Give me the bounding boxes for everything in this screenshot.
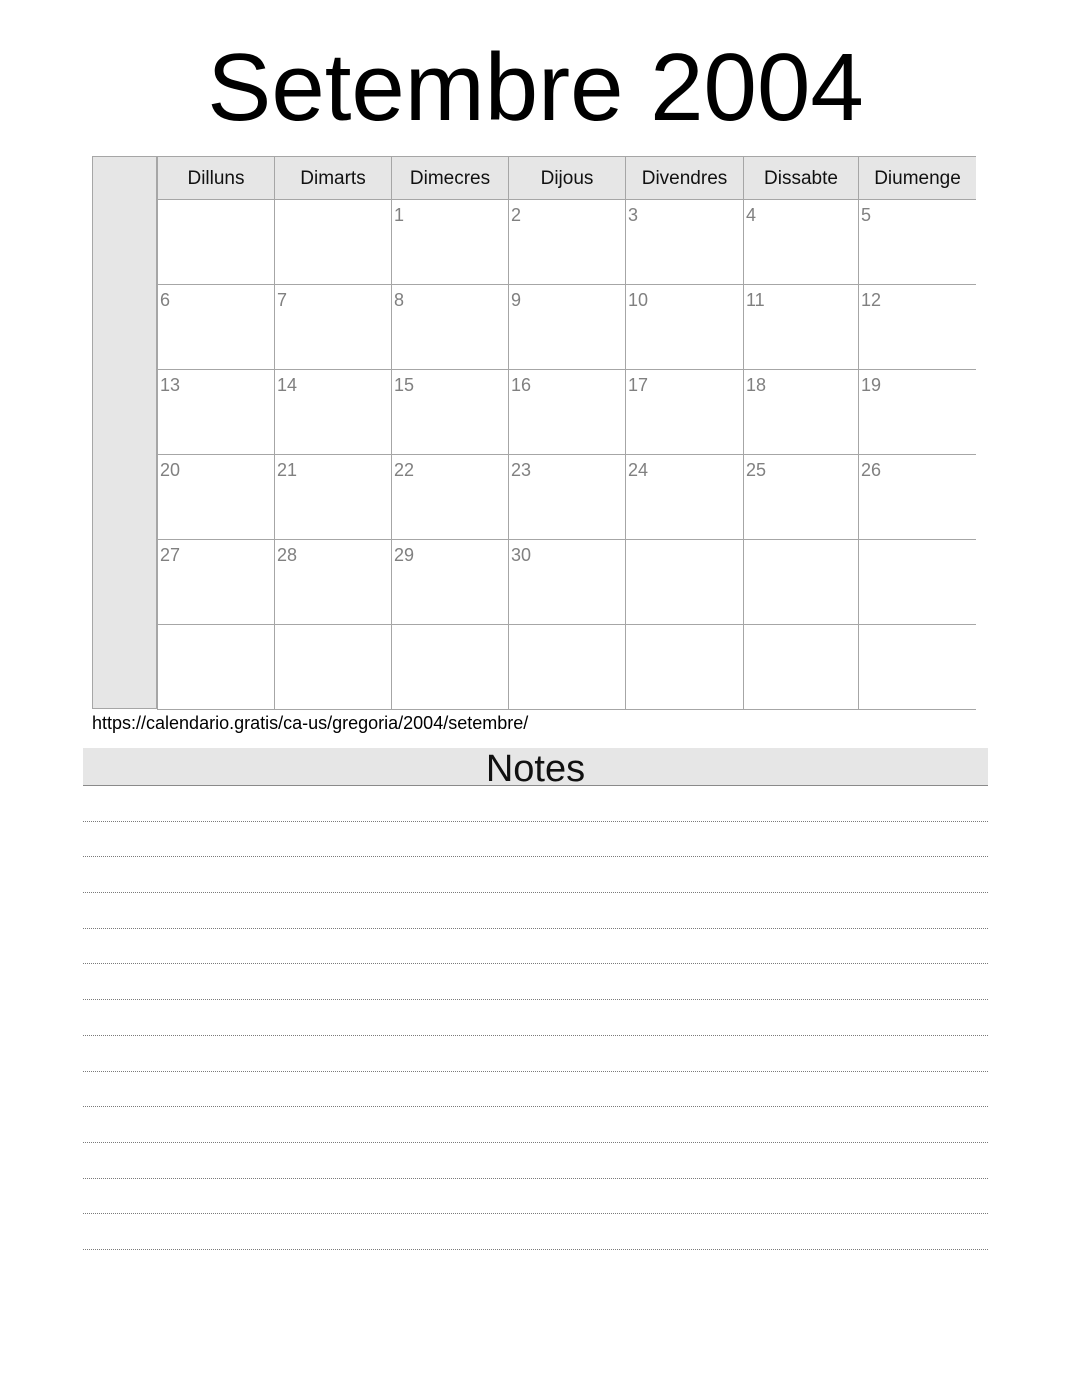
day-number: 30	[511, 545, 532, 565]
day-cell	[274, 540, 391, 625]
day-cell	[391, 200, 508, 285]
weekday-header: Dilluns	[157, 157, 274, 200]
weekday-header: Diumenge	[858, 157, 976, 200]
notes-line	[83, 1143, 988, 1179]
day-cell	[858, 540, 976, 625]
day-cell	[743, 625, 858, 710]
day-cell	[508, 625, 625, 710]
day-cell	[858, 455, 976, 540]
day-number: 1	[394, 205, 405, 225]
notes-title: Notes	[485, 748, 586, 790]
notes-lines	[83, 786, 988, 1250]
month-calendar	[92, 156, 976, 709]
day-number: 21	[277, 460, 298, 480]
day-number: 6	[160, 290, 171, 310]
day-cell	[743, 455, 858, 540]
day-number: 26	[861, 460, 882, 480]
day-number: 2	[511, 205, 522, 225]
notes-line	[83, 1179, 988, 1215]
day-number: 7	[277, 290, 288, 310]
day-number: 19	[861, 375, 882, 395]
notes-line	[83, 1107, 988, 1143]
day-number: 5	[861, 205, 872, 225]
day-cell	[858, 285, 976, 370]
day-number: 25	[746, 460, 767, 480]
day-cell	[274, 200, 391, 285]
day-number: 29	[394, 545, 415, 565]
calendar-title: Setembre 2004	[207, 34, 864, 141]
day-cell	[743, 370, 858, 455]
notes-line	[83, 1214, 988, 1250]
weekday-header: Divendres	[625, 157, 743, 200]
day-cell	[157, 370, 274, 455]
day-number: 14	[277, 375, 298, 395]
day-number: 17	[628, 375, 649, 395]
day-cell	[274, 285, 391, 370]
day-number: 22	[394, 460, 415, 480]
weekday-header: Dimecres	[391, 157, 508, 200]
day-cell	[625, 625, 743, 710]
source-url: https://calendario.gratis/ca-us/gregoria/2004/setembre/	[92, 713, 529, 733]
notes-line	[83, 929, 988, 965]
day-number: 11	[746, 290, 765, 310]
day-number: 27	[160, 545, 181, 565]
notes-line	[83, 1072, 988, 1108]
weekday-header: Dijous	[508, 157, 625, 200]
day-number: 8	[394, 290, 405, 310]
notes-line	[83, 786, 988, 822]
day-cell	[858, 625, 976, 710]
day-cell	[157, 200, 274, 285]
day-cell	[858, 370, 976, 455]
day-cell	[391, 625, 508, 710]
notes-line	[83, 964, 988, 1000]
day-cell	[157, 285, 274, 370]
day-number: 28	[277, 545, 298, 565]
day-cell	[274, 455, 391, 540]
day-number: 13	[160, 375, 181, 395]
week-number-column	[92, 156, 157, 709]
day-cell	[858, 200, 976, 285]
day-number: 23	[511, 460, 532, 480]
day-cell	[625, 455, 743, 540]
day-cell	[391, 285, 508, 370]
day-cell	[625, 540, 743, 625]
calendar-grid	[157, 156, 976, 709]
day-cell	[743, 200, 858, 285]
day-cell	[625, 285, 743, 370]
day-cell	[743, 285, 858, 370]
day-cell	[157, 455, 274, 540]
day-number: 20	[160, 460, 181, 480]
day-cell	[274, 625, 391, 710]
notes-line	[83, 1000, 988, 1036]
notes-line	[83, 1036, 988, 1072]
day-number: 12	[861, 290, 882, 310]
day-cell	[508, 285, 625, 370]
day-number: 9	[511, 290, 522, 310]
day-cell	[508, 540, 625, 625]
day-cell	[625, 370, 743, 455]
day-cell	[391, 540, 508, 625]
day-cell	[743, 540, 858, 625]
day-cell	[274, 370, 391, 455]
day-number: 24	[628, 460, 649, 480]
day-cell	[157, 540, 274, 625]
day-number: 4	[746, 205, 757, 225]
notes-line	[83, 857, 988, 893]
day-number: 15	[394, 375, 415, 395]
notes-header	[83, 748, 988, 790]
notes-line	[83, 893, 988, 929]
day-cell	[508, 455, 625, 540]
day-cell	[391, 370, 508, 455]
weekday-header: Dissabte	[743, 157, 858, 200]
weekday-header: Dimarts	[274, 157, 391, 200]
day-number: 10	[628, 290, 649, 310]
day-cell	[508, 200, 625, 285]
day-number: 16	[511, 375, 532, 395]
day-cell	[157, 625, 274, 710]
day-number: 3	[628, 205, 639, 225]
day-cell	[625, 200, 743, 285]
day-cell	[508, 370, 625, 455]
notes-line	[83, 822, 988, 858]
day-number: 18	[746, 375, 767, 395]
day-cell	[391, 455, 508, 540]
